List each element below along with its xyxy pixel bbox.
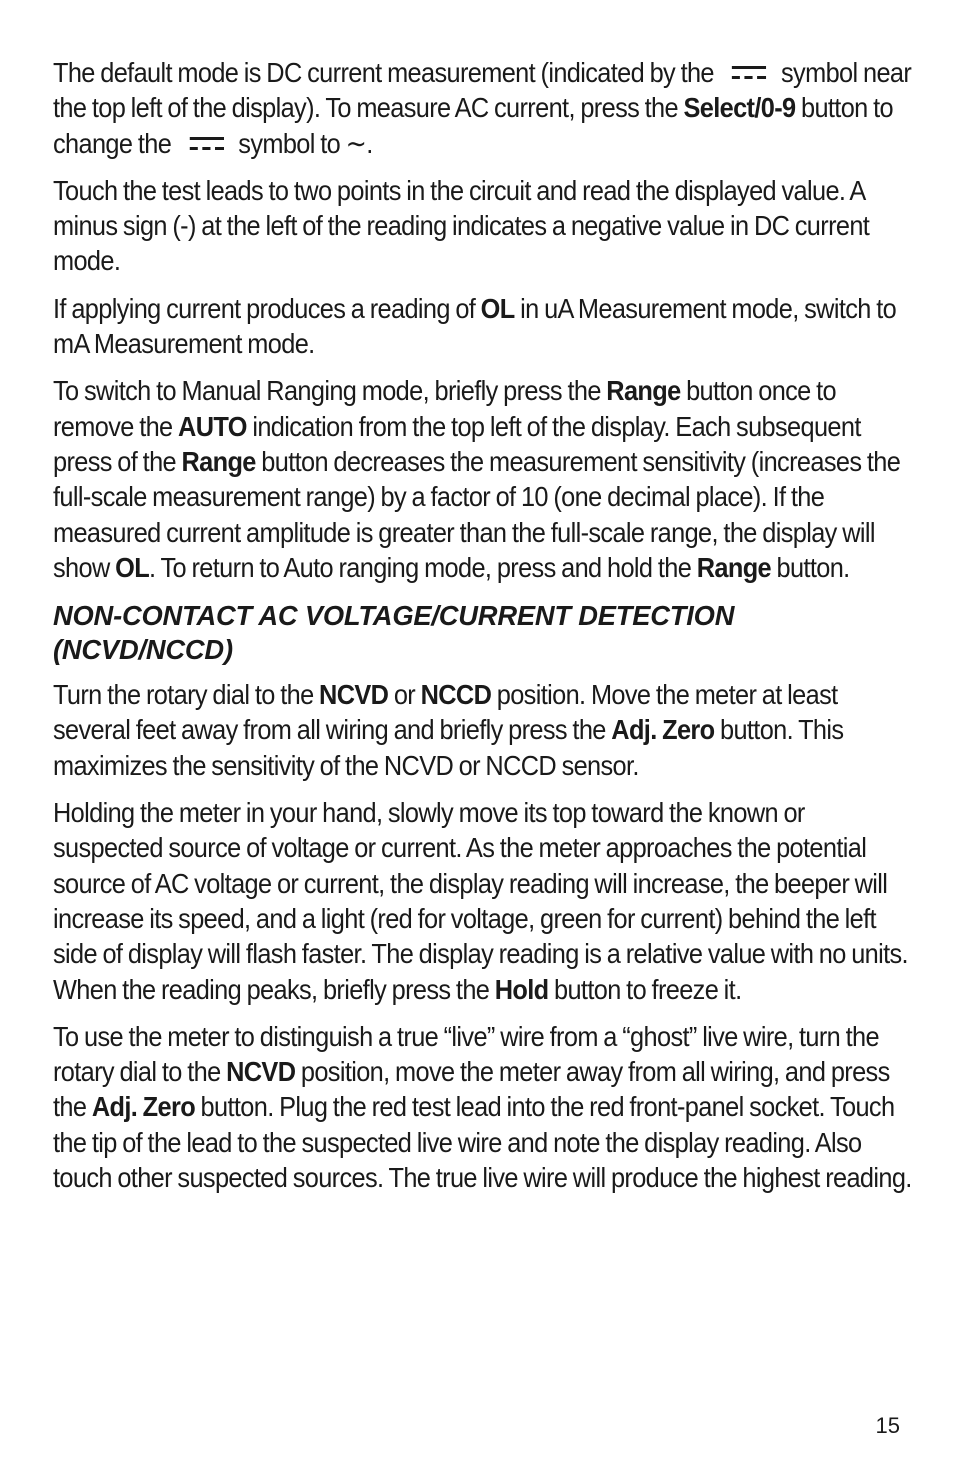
dc-current-symbol-icon xyxy=(189,137,223,151)
text: . To return to Auto ranging mode, press and hold the xyxy=(149,551,697,583)
text: button once to remove the xyxy=(53,375,837,442)
text: button. Plug the red test lead into the red front-panel socket. Touch the tip of the lead to the suspected live wire and note the display reading. Also touch other suspected sources. The true live wire will produce the highest reading. xyxy=(53,1091,912,1194)
manual-page-content xyxy=(53,55,913,1207)
auto-term: AUTO xyxy=(178,410,247,442)
text: symbol to ∼. xyxy=(232,127,373,159)
paragraph-default-mode xyxy=(53,55,913,161)
paragraph-ol-reading xyxy=(53,291,913,362)
paragraph-rotary-dial xyxy=(53,677,913,783)
paragraph-live-wire xyxy=(53,1019,913,1195)
text: position. Move the meter at least several feet away from all wiring and briefly press the xyxy=(53,679,838,746)
ncvd-term: NCVD xyxy=(319,679,389,711)
hold-term: Hold xyxy=(494,973,549,1005)
text: button decreases the measurement sensitivity (increases the full-scale measurement range) by a factor of 10 (one decimal place). If the measured current amplitude is greater than the full-scale range, the display will show xyxy=(53,445,901,583)
text: symbol near the top left of the display). To measure AC current, press the xyxy=(53,57,912,124)
heading-line: (NCVD/NCCD) xyxy=(53,634,233,666)
heading-line: NON-CONTACT AC VOLTAGE/CURRENT DETECTION xyxy=(53,600,735,632)
ncvd-term: NCVD xyxy=(226,1056,296,1088)
text: To use the meter to distinguish a true “live” wire from a “ghost” live wire, turn the rotary dial to the xyxy=(53,1020,879,1088)
text: To switch to Manual Ranging mode, briefly press the xyxy=(53,375,607,407)
range-term: Range xyxy=(696,551,772,583)
text: Holding the meter in your hand, slowly move its top toward the known or suspected source of voltage or current. As the meter approaches the potential source of AC voltage or current, the display reading will increase, the beeper will increase its speed, and a light (red for voltage, green for current) behind the left side of display will flash faster. The display reading is a relative value with no units. When the reading peaks, briefly press the xyxy=(53,797,908,1005)
text: Turn the rotary dial to the xyxy=(53,679,320,711)
text: If applying current produces a reading of xyxy=(53,292,481,324)
text: button. This maximizes the sensitivity of the NCVD or NCCD sensor. xyxy=(53,714,844,781)
range-term: Range xyxy=(181,445,256,477)
page-number: 15 xyxy=(875,1413,900,1438)
range-term: Range xyxy=(606,375,681,407)
paragraph-manual-ranging xyxy=(53,373,913,585)
paragraph-test-leads xyxy=(53,173,913,279)
adj-zero-term: Adj. Zero xyxy=(611,714,715,746)
select-button-ref: Select/0-9 xyxy=(683,92,796,124)
section-heading xyxy=(53,599,931,667)
text: or xyxy=(388,679,421,711)
text: button to change the xyxy=(53,92,894,159)
text: button. xyxy=(771,551,850,583)
nccd-term: NCCD xyxy=(420,679,492,711)
ol-term: OL xyxy=(480,292,515,324)
text: indication from the top left of the display. Each subsequent press of the xyxy=(53,410,861,477)
dc-current-symbol-icon xyxy=(732,66,766,80)
text: in uA Measurement mode, switch to mA Measurement mode. xyxy=(53,292,897,360)
adj-zero-term: Adj. Zero xyxy=(91,1091,196,1123)
ol-term: OL xyxy=(115,551,150,583)
paragraph-holding-meter xyxy=(53,795,913,1007)
text: position, move the meter away from all wiring, and press the xyxy=(53,1056,890,1123)
text: Touch the test leads to two points in the circuit and read the displayed value. A minus sign (-) at the left of the reading indicates a negative value in DC current mode. xyxy=(53,174,870,277)
text: button to freeze it. xyxy=(548,973,742,1005)
text: The default mode is DC current measurement (indicated by the xyxy=(53,57,720,88)
